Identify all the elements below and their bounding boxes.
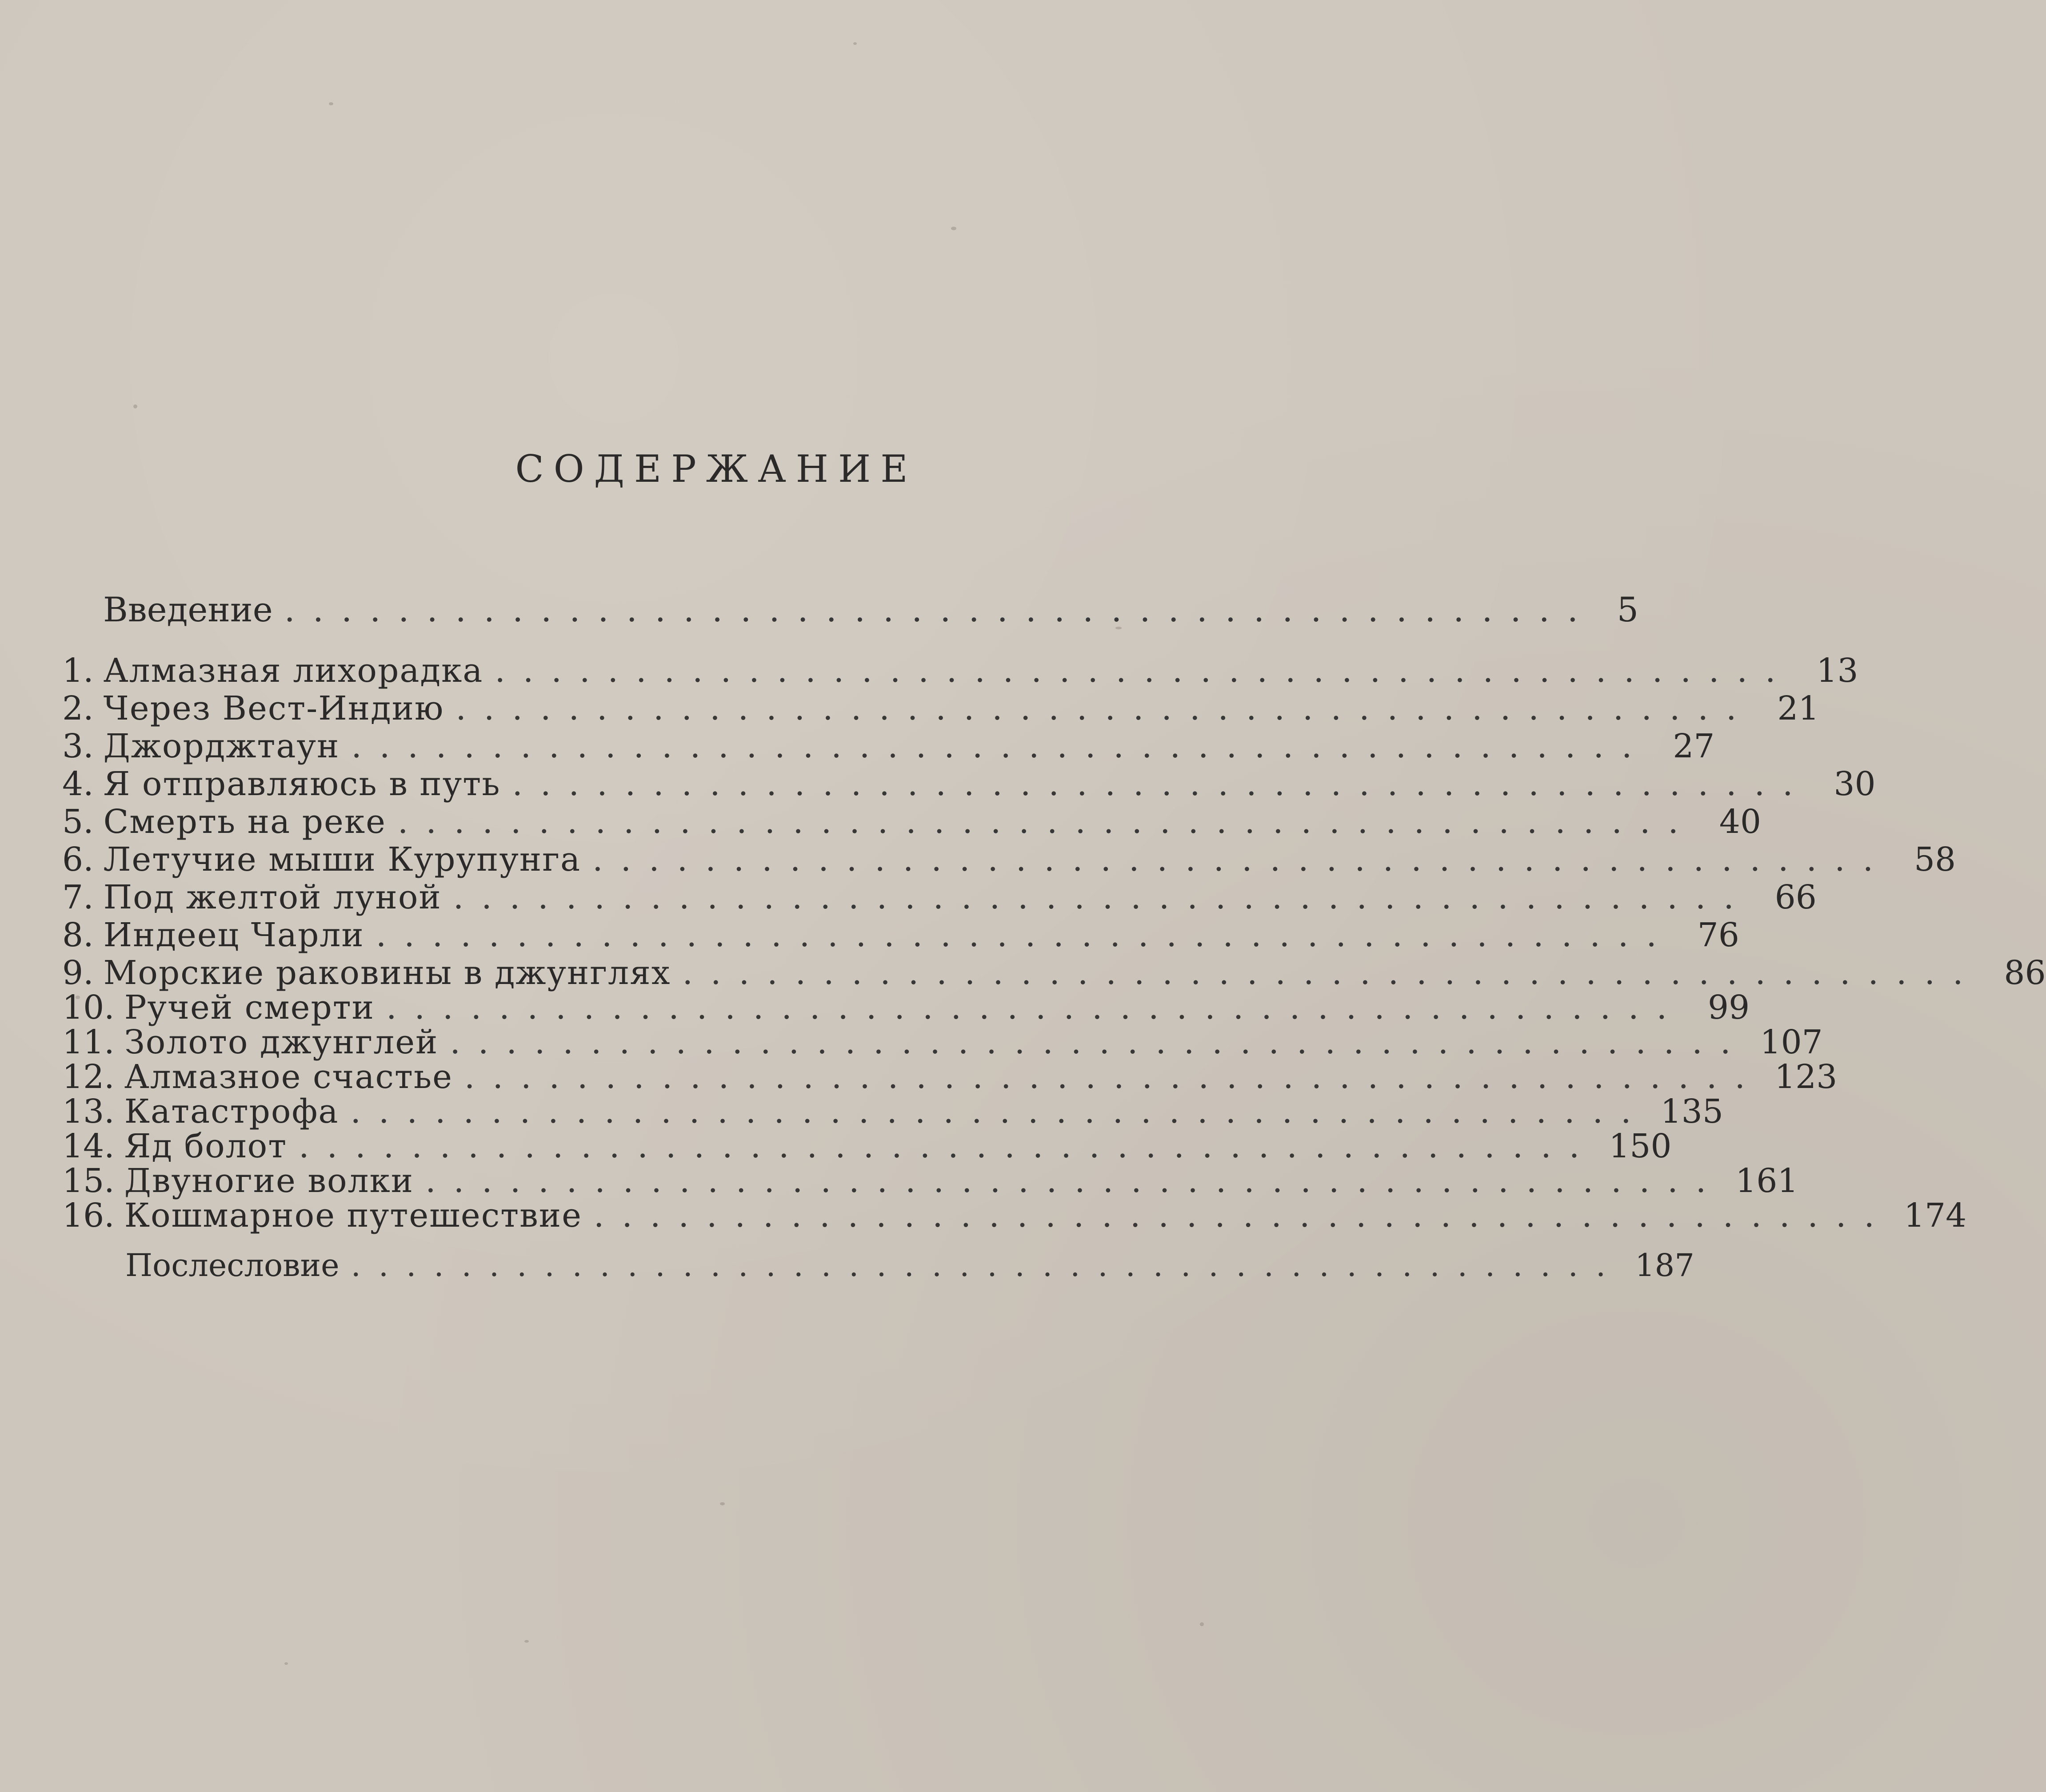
toc-entry-number: 10. xyxy=(62,988,115,1027)
leader-dots: .............................................. xyxy=(299,1127,1598,1165)
toc-entry-label: Введение xyxy=(103,590,273,629)
toc-entry-label: Морские раковины в джунглях xyxy=(103,954,671,992)
toc-entry-label: Через Вест-Индию xyxy=(103,689,444,728)
toc-entry-number: 16. xyxy=(62,1196,115,1235)
toc-entry-chapter xyxy=(62,916,1739,954)
leader-dots: .............................................. xyxy=(397,803,1696,841)
toc-entry-page: 76 xyxy=(1697,916,1739,954)
leader-dots: .............................................. xyxy=(376,916,1674,954)
toc-entry-page: 99 xyxy=(1707,988,1750,1027)
paper-speck xyxy=(1200,1622,1204,1626)
toc-entry-label: Золото джунглей xyxy=(124,1023,439,1061)
leader-dots: .............................................. xyxy=(425,1162,1724,1200)
toc-entry-page: 5 xyxy=(1617,590,1638,629)
paper-speck xyxy=(1115,627,1122,629)
toc-entry-page: 150 xyxy=(1609,1127,1672,1165)
toc-entry-page: 13 xyxy=(1816,652,1858,690)
toc-entry-label: Ручей смерти xyxy=(124,988,375,1027)
toc-entry-chapter xyxy=(62,1092,1723,1131)
toc-entry-outro xyxy=(125,1247,1694,1284)
toc-entry-page: 58 xyxy=(1914,840,1956,879)
toc-entry-number: 13. xyxy=(62,1092,115,1131)
toc-entry-chapter xyxy=(62,1196,1967,1235)
toc-entry-chapter xyxy=(62,1058,1838,1096)
toc-entry-chapter xyxy=(62,652,1858,690)
leader-dots: .............................................. xyxy=(592,840,1891,879)
toc-entry-number: 2. xyxy=(62,689,94,728)
toc-entry-chapter xyxy=(62,765,1876,803)
leader-dots: .............................................. xyxy=(453,878,1752,916)
toc-entry-number: 12. xyxy=(62,1058,115,1096)
paper-speck xyxy=(951,227,956,230)
toc-entry-page: 174 xyxy=(1903,1196,1967,1235)
leader-dots: .............................................. xyxy=(351,1247,1624,1284)
toc-entry-label: Летучие мыши Курупунга xyxy=(103,840,581,879)
toc-entry-label: Индеец Чарли xyxy=(103,916,364,954)
toc-entry-chapter xyxy=(62,689,1819,728)
toc-entry-chapter xyxy=(62,1127,1672,1165)
toc-entry-page: 187 xyxy=(1635,1247,1694,1284)
leader-dots: .............................................. xyxy=(682,954,1981,992)
toc-entry-number: 11. xyxy=(62,1023,115,1061)
leader-dots: .............................................. xyxy=(350,1092,1649,1131)
toc-entry-number: 5. xyxy=(62,803,94,841)
toc-entry-number: 1. xyxy=(62,652,94,690)
paper-speck xyxy=(133,404,137,408)
toc-entry-number: 15. xyxy=(62,1162,115,1200)
toc-entry-label: Яд болот xyxy=(124,1127,288,1165)
toc-entry-label: Двуногие волки xyxy=(124,1162,414,1200)
paper-speck xyxy=(720,1502,725,1505)
toc-entry-number: 6. xyxy=(62,840,94,879)
toc-entry-page: 107 xyxy=(1760,1023,1823,1061)
toc-entry-chapter xyxy=(62,727,1715,765)
leader-dots: .............................................. xyxy=(386,988,1685,1027)
toc-entry-label: Послесловие xyxy=(125,1247,340,1284)
toc-entry-chapter xyxy=(62,1162,1798,1200)
toc-entry-page: 135 xyxy=(1660,1092,1723,1131)
leader-dots: .............................................. xyxy=(284,590,1596,629)
toc-entry-label: Алмазное счастье xyxy=(124,1058,453,1096)
toc-entry-number: 8. xyxy=(62,916,94,954)
toc-entry-page: 86 xyxy=(2004,954,2046,992)
toc-entry-chapter xyxy=(62,803,1761,841)
toc-entry-chapter xyxy=(62,878,1817,916)
toc-entry-label: Алмазная лихорадка xyxy=(103,652,484,690)
toc-entry-page: 27 xyxy=(1673,727,1715,765)
toc-entry-number: 7. xyxy=(62,878,94,916)
toc-entry-page: 161 xyxy=(1735,1162,1798,1200)
toc-entry-intro xyxy=(103,590,1638,629)
leader-dots: .............................................. xyxy=(450,1023,1749,1061)
paper-speck xyxy=(853,42,857,45)
leader-dots: .............................................. xyxy=(456,689,1754,728)
leader-dots: .............................................. xyxy=(464,1058,1763,1096)
toc-entry-label: Под желтой луной xyxy=(103,878,442,916)
leader-dots: .............................................. xyxy=(351,727,1650,765)
toc-entry-chapter xyxy=(62,988,1750,1027)
leader-dots: .............................................. xyxy=(512,765,1811,803)
toc-entry-page: 40 xyxy=(1719,803,1761,841)
paper-speck xyxy=(284,1662,288,1665)
toc-entry-page: 123 xyxy=(1774,1058,1838,1096)
leader-dots: .............................................. xyxy=(593,1196,1892,1235)
toc-entry-page: 21 xyxy=(1777,689,1819,728)
leader-dots: .............................................. xyxy=(495,652,1794,690)
paper-speck xyxy=(76,996,80,999)
toc-entry-chapter xyxy=(62,954,2046,992)
toc-entry-number: 14. xyxy=(62,1127,115,1165)
toc-entry-page: 66 xyxy=(1774,878,1817,916)
toc-entry-label: Джорджтаун xyxy=(103,727,340,765)
toc-entry-chapter xyxy=(62,840,1956,879)
toc-entry-number: 3. xyxy=(62,727,94,765)
toc-entry-label: Я отправляюсь в путь xyxy=(103,765,501,803)
toc-entry-label: Катастрофа xyxy=(124,1092,339,1131)
paper-speck xyxy=(329,102,333,105)
toc-entry-label: Кошмарное путешествие xyxy=(124,1196,582,1235)
toc-entry-chapter xyxy=(62,1023,1823,1061)
page-title: СОДЕРЖАНИЕ xyxy=(515,447,918,491)
toc-entry-number: 4. xyxy=(62,765,94,803)
toc-entry-number: 9. xyxy=(62,954,94,992)
toc-entry-page: 30 xyxy=(1834,765,1876,803)
paper-speck xyxy=(524,1640,529,1643)
toc-entry-label: Смерть на реке xyxy=(103,803,386,841)
